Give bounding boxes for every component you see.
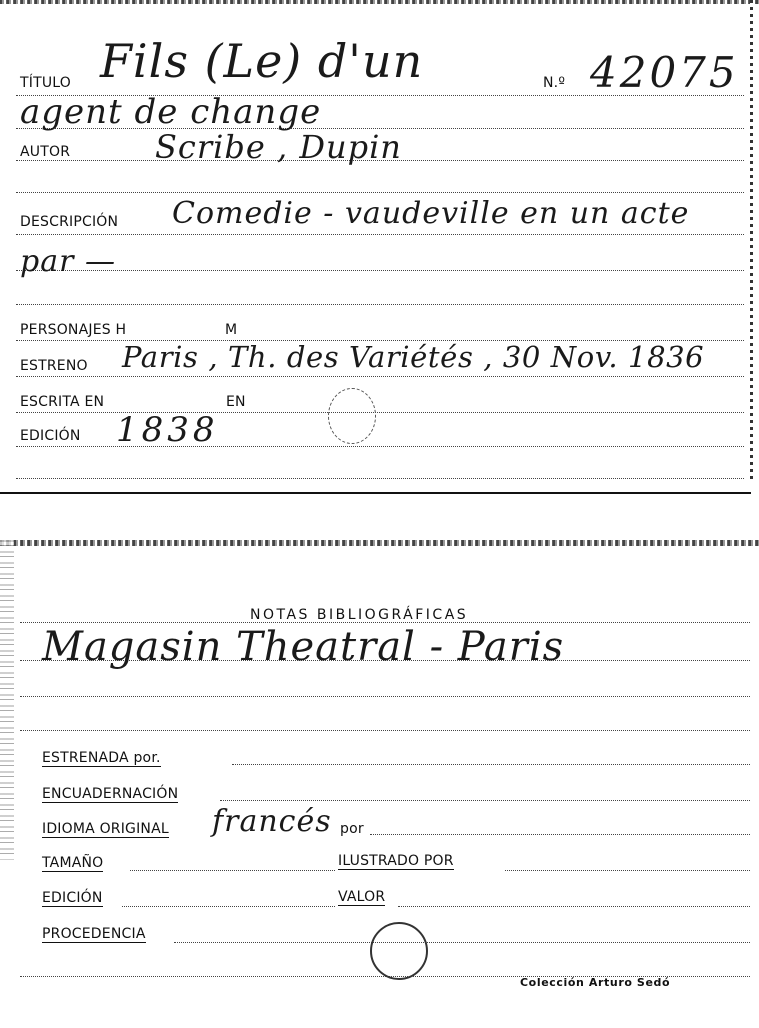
rule-line [130, 870, 335, 871]
estreno-label: ESTRENO [20, 358, 88, 374]
rule-line [20, 696, 750, 697]
descripcion-handwritten-line2: par — [20, 244, 116, 279]
rule-line [370, 834, 750, 835]
estrenada-por-label: ESTRENADA por. [42, 750, 161, 766]
encuadernacion-label: ENCUADERNACIÓN [42, 786, 179, 802]
rule-line [398, 906, 750, 907]
coleccion-credit: Colección Arturo Sedó [520, 976, 671, 989]
rule-line [16, 478, 744, 479]
rule-line [20, 730, 750, 731]
titulo-label: TÍTULO [20, 75, 71, 91]
autor-handwritten: Scribe , Dupin [155, 128, 402, 166]
edicion-label: EDICIÓN [20, 428, 81, 444]
titulo-handwritten-line1: Fils (Le) d'un [100, 34, 424, 88]
en-label: EN [226, 394, 246, 410]
idioma-handwritten: francés [212, 804, 332, 839]
estreno-handwritten: Paris , Th. des Variétés , 30 Nov. 1836 [122, 340, 705, 374]
catalog-card-back [0, 540, 759, 1028]
notas-handwritten: Magasin Theatral - Paris [42, 624, 565, 670]
escrita-en-label: ESCRITA EN [20, 394, 105, 410]
idioma-original-label: IDIOMA ORIGINAL [42, 821, 169, 837]
card-left-edge [0, 540, 14, 860]
rule-line [16, 376, 744, 377]
tamano-label: TAMAÑO [42, 855, 104, 871]
edicion-label: EDICIÓN [42, 890, 103, 906]
rule-line [232, 764, 750, 765]
card-right-edge [750, 0, 753, 480]
rule-line [505, 870, 750, 871]
numero-label: N.º [543, 75, 566, 91]
rule-line [174, 942, 750, 943]
rule-line [16, 304, 744, 305]
rule-line [220, 800, 750, 801]
ink-stamp-mark [328, 388, 376, 444]
descripcion-label: DESCRIPCIÓN [20, 214, 119, 230]
rule-line [16, 234, 744, 235]
notas-bibliograficas-heading: NOTAS BIBLIOGRÁFICAS [250, 607, 469, 623]
card-bottom-edge [0, 492, 751, 494]
titulo-handwritten-line2: agent de change [20, 92, 322, 132]
card-top-edge [0, 0, 759, 4]
mujeres-label: M [225, 322, 238, 338]
idioma-por-label: por [340, 821, 364, 837]
rule-line [16, 270, 744, 271]
rule-line [122, 906, 335, 907]
collection-stamp [370, 922, 428, 980]
catalog-card-front [0, 0, 759, 495]
valor-label: VALOR [338, 889, 386, 905]
autor-label: AUTOR [20, 144, 71, 160]
personajes-label: PERSONAJES H [20, 322, 127, 338]
card-top-edge [0, 540, 759, 546]
descripcion-handwritten-line1: Comedie - vaudeville en un acte [172, 196, 690, 231]
rule-line [16, 192, 744, 193]
procedencia-label: PROCEDENCIA [42, 926, 146, 942]
ilustrado-por-label: ILUSTRADO POR [338, 853, 454, 869]
numero-handwritten: 42075 [590, 48, 739, 97]
edicion-handwritten: 1838 [116, 410, 219, 450]
